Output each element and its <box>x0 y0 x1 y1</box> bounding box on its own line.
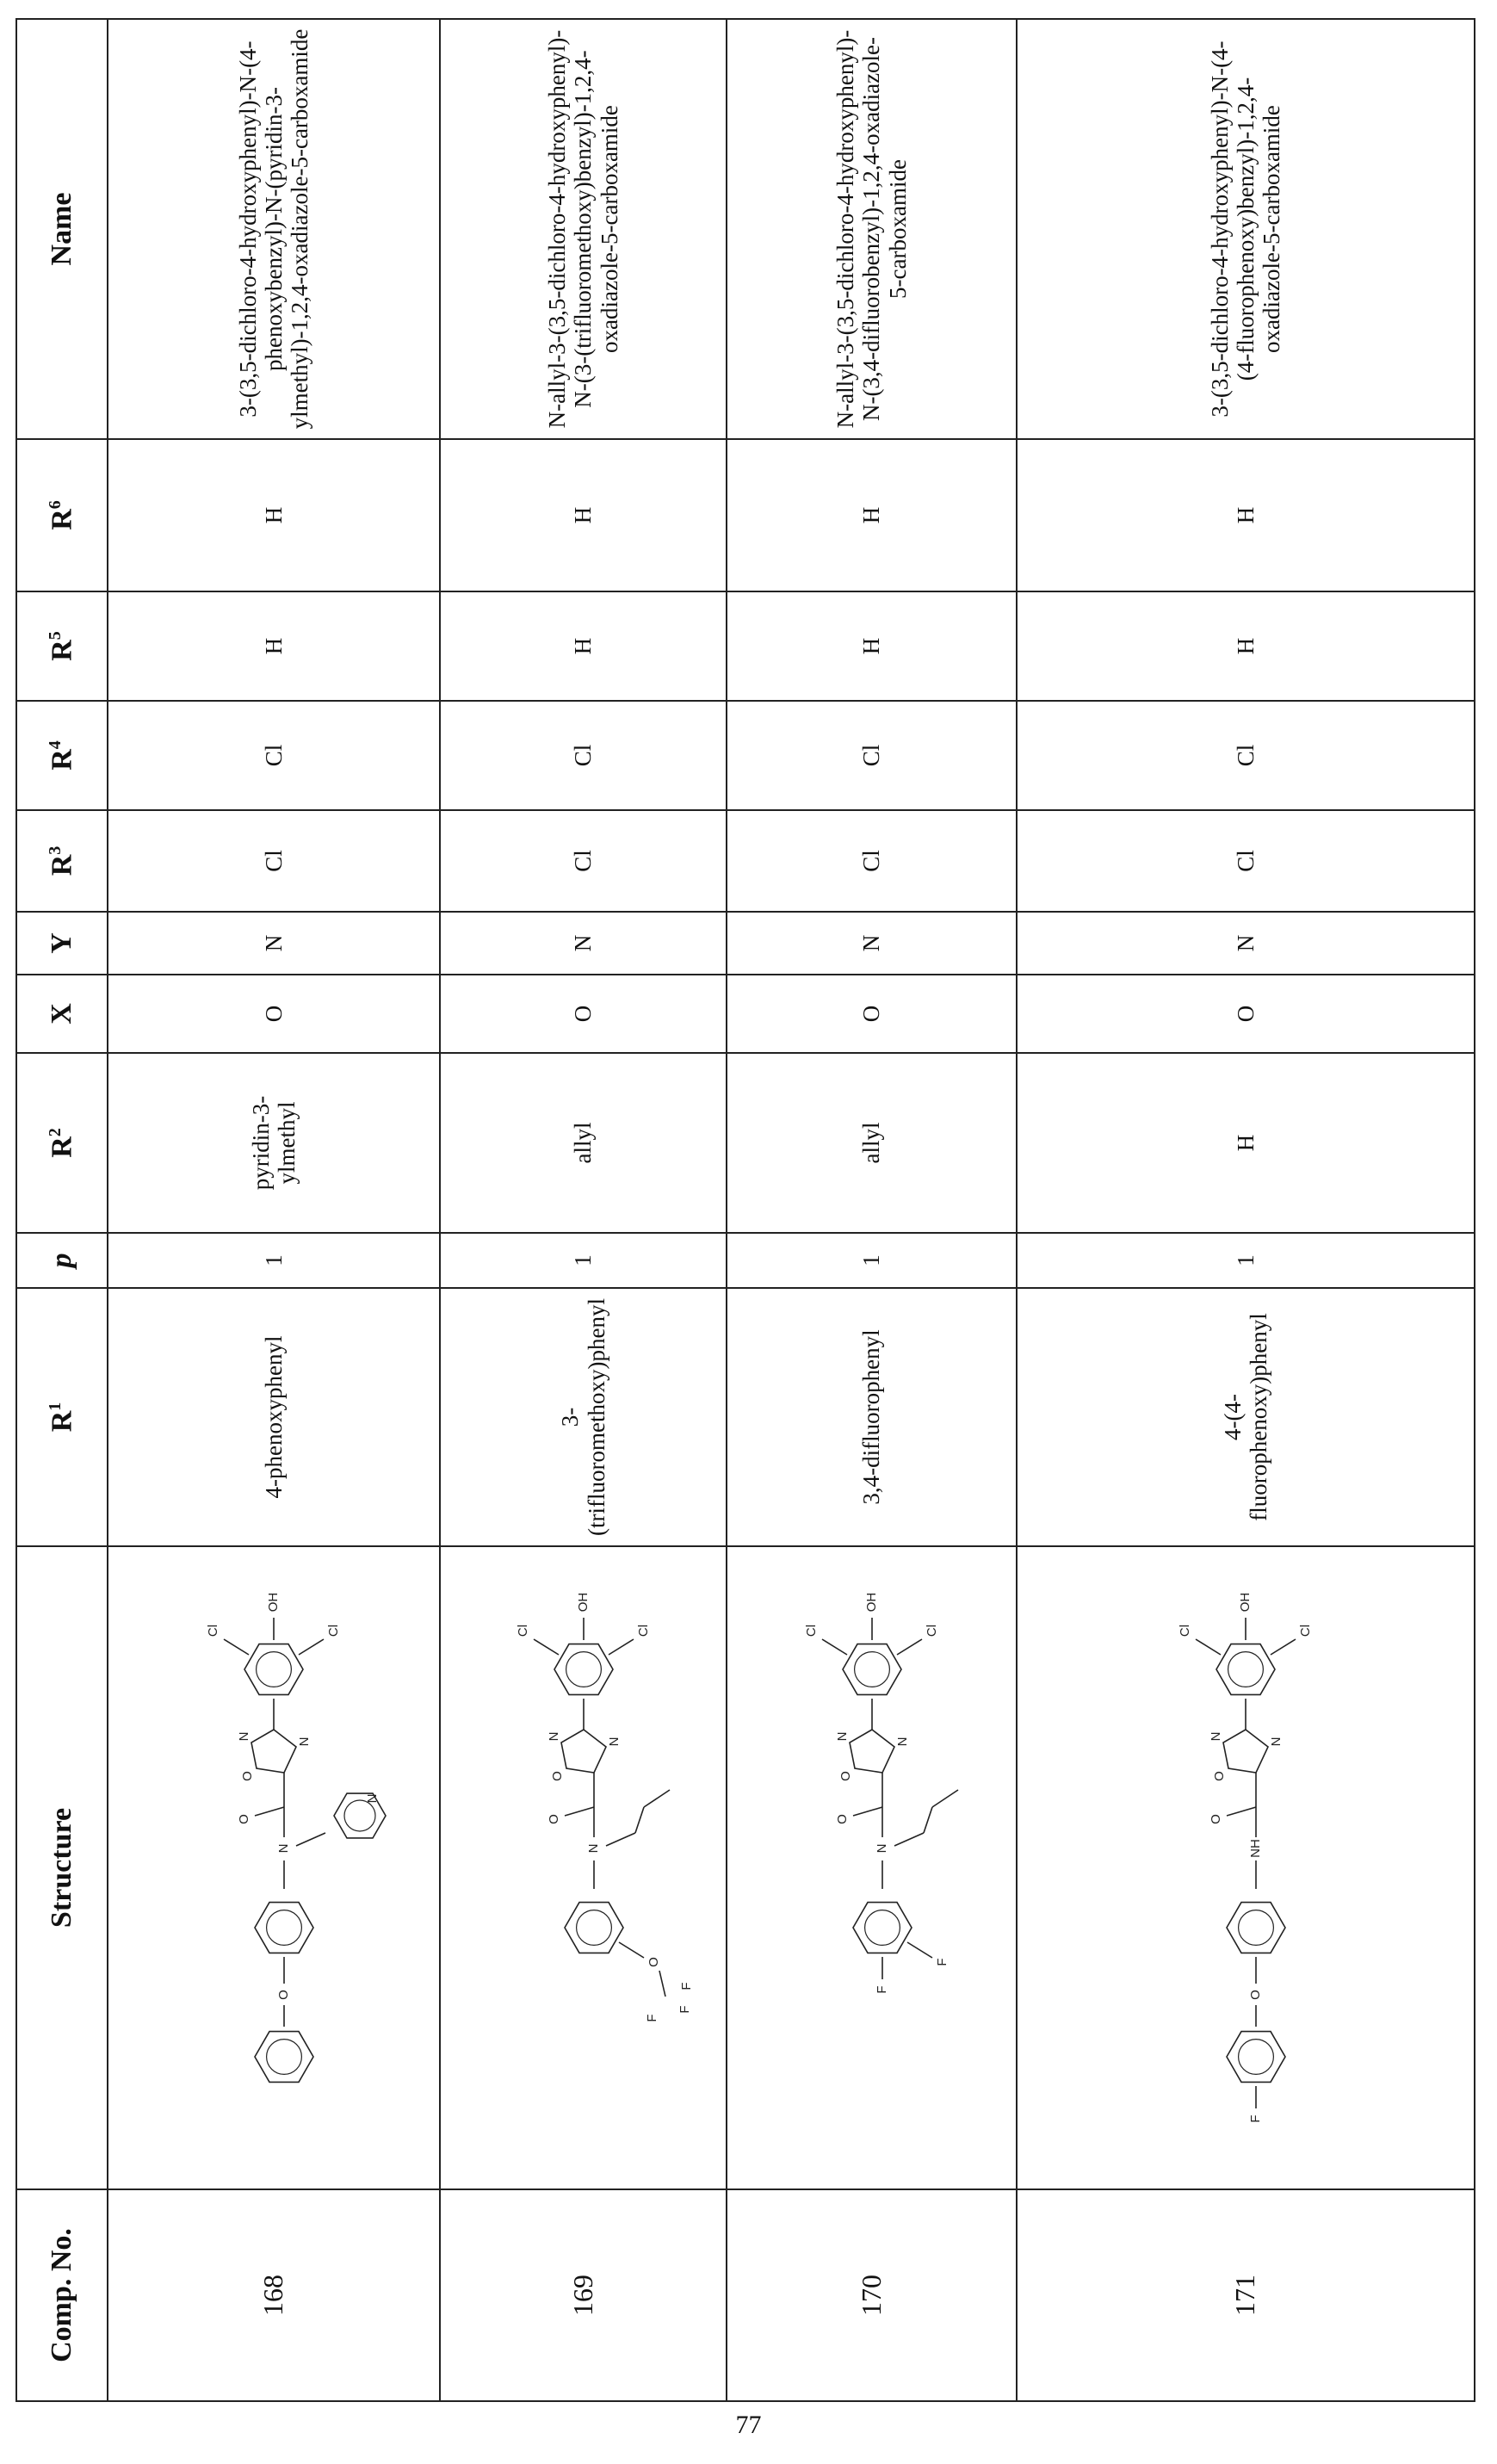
atom-label: O <box>546 1815 560 1825</box>
cell-name: 3-(3,5-dichloro-4-hydroxyphenyl)-N-(4-(4-fluorophenoxy)benzyl)-1,2,4-oxadiazole-5-carboxamide <box>1017 19 1475 439</box>
atom-label: N <box>1269 1737 1284 1747</box>
bond <box>924 1808 932 1834</box>
atom-label: OH <box>266 1593 281 1613</box>
cell-r3: Cl <box>108 810 440 912</box>
header-p: p <box>16 1233 108 1288</box>
atom-label: N <box>585 1844 600 1854</box>
header-comp-no: Comp. No. <box>16 2189 108 2401</box>
atom-label: N <box>894 1737 909 1747</box>
atom-label: O <box>240 1772 255 1782</box>
atom-label: F <box>874 1986 888 1994</box>
bond <box>296 1834 325 1847</box>
atom-label: F <box>644 2015 659 2022</box>
cell-r2: pyridin-3-ylmethyl <box>108 1053 440 1233</box>
cell-r1: 4-phenoxyphenyl <box>108 1288 440 1546</box>
atom-label: NH <box>1248 1840 1263 1859</box>
atom-label: N <box>874 1844 888 1854</box>
atom-label: Cl <box>1178 1625 1192 1637</box>
atom-label: O <box>276 1990 291 2001</box>
atom-label: O <box>549 1772 564 1782</box>
benzyl-ring <box>853 1903 912 1953</box>
atom-label: O <box>1212 1772 1227 1782</box>
atom-label: Cl <box>206 1625 220 1637</box>
phenyl-ring <box>1227 2032 1285 2083</box>
compound-table <box>15 18 1475 2402</box>
header-r4: R4 <box>16 701 108 810</box>
bond <box>565 1808 594 1817</box>
bond <box>299 1640 324 1656</box>
atom-label: Cl <box>515 1625 529 1637</box>
dichlorophenol-ring <box>843 1644 901 1695</box>
bond <box>255 1808 284 1817</box>
oxadiazole-ring <box>1223 1730 1268 1774</box>
header-r5: R5 <box>16 591 108 701</box>
bond <box>1227 1808 1256 1817</box>
atom-label: N <box>365 1794 380 1804</box>
cell-r5: H <box>1017 591 1475 701</box>
compound-table-rotated <box>15 20 1474 2402</box>
page-number: 77 <box>0 2411 1497 2440</box>
cell-r1: 4-(4-fluorophenoxy)phenyl <box>1017 1288 1475 1546</box>
atom-label: Cl <box>635 1625 650 1637</box>
phenyl-ring <box>255 2032 313 2083</box>
cell-p: 1 <box>1017 1233 1475 1288</box>
header-r6: R6 <box>16 439 108 591</box>
cell-structure <box>440 1546 727 2189</box>
atom-label: Cl <box>326 1625 341 1637</box>
chemical-structure <box>760 1558 984 2178</box>
table-row <box>727 19 1017 2401</box>
cell-comp-no: 171 <box>1017 2189 1475 2401</box>
bond <box>932 1791 958 1808</box>
bond <box>609 1640 634 1656</box>
cell-comp-no: 169 <box>440 2189 727 2401</box>
cell-p: 1 <box>440 1233 727 1288</box>
cell-r6: H <box>108 439 440 591</box>
chemical-structure <box>145 1558 403 2178</box>
cell-x: O <box>1017 975 1475 1053</box>
cell-r5: H <box>727 591 1017 701</box>
atom-label: F <box>677 2006 691 2014</box>
bond <box>644 1791 670 1808</box>
oxadiazole-ring <box>561 1730 606 1774</box>
bond <box>659 1972 665 1997</box>
oxadiazole-ring <box>850 1730 894 1774</box>
atom-label: F <box>1248 2115 1263 2123</box>
cell-r3: Cl <box>1017 810 1475 912</box>
chemical-structure <box>1065 1558 1426 2178</box>
dichlorophenol-ring <box>554 1644 613 1695</box>
cell-r2: allyl <box>727 1053 1017 1233</box>
benzyl-ring <box>565 1903 623 1953</box>
atom-label: N <box>1209 1732 1223 1742</box>
atom-label: OH <box>1238 1593 1253 1613</box>
atom-label: O <box>1209 1815 1223 1825</box>
cell-p: 1 <box>108 1233 440 1288</box>
atom-label: N <box>237 1732 251 1742</box>
cell-r3: Cl <box>440 810 727 912</box>
cell-r1: 3,4-difluorophenyl <box>727 1288 1017 1546</box>
cell-name: N-allyl-3-(3,5-dichloro-4-hydroxyphenyl)-N-(3,4-difluorobenzyl)-1,2,4-oxadiazole-5-carboxamide <box>727 19 1017 439</box>
bond <box>897 1640 922 1656</box>
cell-structure <box>1017 1546 1475 2189</box>
atom-label: O <box>646 1958 660 1968</box>
atom-label: F <box>934 1959 949 1966</box>
cell-y: N <box>1017 912 1475 975</box>
dichlorophenol-ring <box>1216 1644 1275 1695</box>
cell-comp-no: 168 <box>108 2189 440 2401</box>
cell-name: N-allyl-3-(3,5-dichloro-4-hydroxyphenyl)-N-(3-(trifluoromethoxy)benzyl)-1,2,4-oxadiazole-5-carboxamide <box>440 19 727 439</box>
cell-r4: Cl <box>727 701 1017 810</box>
atom-label: O <box>834 1815 849 1825</box>
atom-label: Cl <box>1298 1625 1313 1637</box>
atom-label: Cl <box>924 1625 938 1637</box>
cell-r5: H <box>108 591 440 701</box>
bond <box>853 1808 882 1817</box>
header-row <box>16 19 108 2401</box>
cell-y: N <box>108 912 440 975</box>
bond <box>1196 1640 1221 1656</box>
header-y: Y <box>16 912 108 975</box>
header-r1: R1 <box>16 1288 108 1546</box>
cell-r4: Cl <box>1017 701 1475 810</box>
cell-r5: H <box>440 591 727 701</box>
bond <box>606 1834 635 1847</box>
cell-structure <box>108 1546 440 2189</box>
cell-r4: Cl <box>440 701 727 810</box>
cell-y: N <box>727 912 1017 975</box>
bond <box>822 1640 847 1656</box>
cell-comp-no: 170 <box>727 2189 1017 2401</box>
cell-structure <box>727 1546 1017 2189</box>
bond <box>224 1640 249 1656</box>
oxadiazole-ring <box>251 1730 296 1774</box>
atom-label: N <box>297 1737 312 1747</box>
table-row <box>1017 19 1475 2401</box>
cell-y: N <box>440 912 727 975</box>
atom-label: N <box>546 1732 560 1742</box>
chemical-structure <box>472 1558 696 2178</box>
bond <box>894 1834 924 1847</box>
cell-r6: H <box>727 439 1017 591</box>
atom-label: Cl <box>803 1625 818 1637</box>
bond <box>1271 1640 1296 1656</box>
atom-label: N <box>276 1844 291 1854</box>
cell-p: 1 <box>727 1233 1017 1288</box>
cell-r1: 3-(trifluoromethoxy)phenyl <box>440 1288 727 1546</box>
atom-label: OH <box>575 1593 590 1613</box>
cell-x: O <box>108 975 440 1053</box>
dichlorophenol-ring <box>244 1644 303 1695</box>
atom-label: O <box>838 1772 852 1782</box>
benzyl-ring <box>255 1903 313 1953</box>
cell-name: 3-(3,5-dichloro-4-hydroxyphenyl)-N-(4-phenoxybenzyl)-N-(pyridin-3-ylmethyl)-1,2,4-oxadiazole-5-carboxamide <box>108 19 440 439</box>
cell-r6: H <box>440 439 727 591</box>
cell-r4: Cl <box>108 701 440 810</box>
header-r2: R2 <box>16 1053 108 1233</box>
header-r3: R3 <box>16 810 108 912</box>
cell-x: O <box>440 975 727 1053</box>
atom-label: N <box>606 1737 621 1747</box>
cell-r2: H <box>1017 1053 1475 1233</box>
bond <box>619 1943 644 1959</box>
cell-x: O <box>727 975 1017 1053</box>
table-row <box>440 19 727 2401</box>
table-row <box>108 19 440 2401</box>
atom-label: N <box>834 1732 849 1742</box>
header-x: X <box>16 975 108 1053</box>
atom-label: OH <box>863 1593 878 1613</box>
bond <box>635 1808 644 1834</box>
atom-label: O <box>237 1815 251 1825</box>
cell-r6: H <box>1017 439 1475 591</box>
header-name: Name <box>16 19 108 439</box>
benzyl-ring <box>1227 1903 1285 1953</box>
atom-label: F <box>678 1983 693 1990</box>
bond <box>907 1943 932 1959</box>
cell-r2: allyl <box>440 1053 727 1233</box>
bond <box>534 1640 559 1656</box>
cell-r3: Cl <box>727 810 1017 912</box>
header-structure: Structure <box>16 1546 108 2189</box>
atom-label: O <box>1248 1990 1263 2001</box>
